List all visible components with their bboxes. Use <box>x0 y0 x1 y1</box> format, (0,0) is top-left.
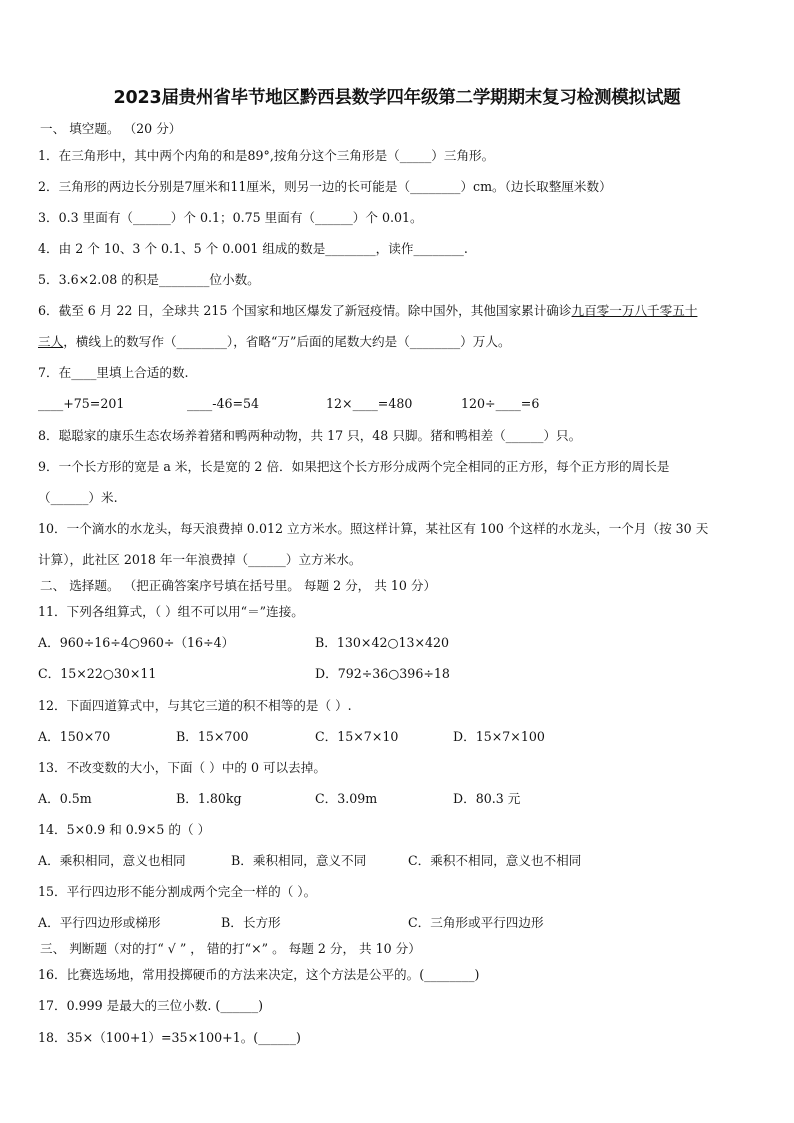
question-17: 17．0.999 是最大的三位小数. (______) <box>38 998 264 1013</box>
question-6-underlined-number: 九百零一万八千零五十 <box>571 303 698 318</box>
question-14-option-c: C．乘积不相同，意义也不相同 <box>408 853 582 868</box>
question-13-option-c: C．3.09m <box>315 791 378 806</box>
page-title: 2023届贵州省毕节地区黔西县数学四年级第二学期期末复习检测模拟试题 <box>113 88 681 108</box>
question-9-line-2: （______）米. <box>38 490 118 505</box>
question-6-line-1 <box>38 303 697 319</box>
question-10-line-1: 10．一个滴水的水龙头，每天浪费掉 0.012 立方米水。照这样计算，某社区有 100 个这样的水龙头，一个月（按 30 天 <box>38 521 709 536</box>
question-7-item-4: 120÷____=6 <box>461 396 540 411</box>
question-10-line-2: 计算），此社区 2018 年一年浪费掉（______）立方米水。 <box>38 552 362 567</box>
question-14-option-a: A．乘积相同，意义也相同 <box>38 853 186 868</box>
section-true-false-heading: 三、 判断题（对的打“ √ ” ， 错的打“×” 。 每题 2 分， 共 10 分） <box>40 941 421 956</box>
question-7-item-3: 12×____=480 <box>326 396 413 411</box>
section-multiple-choice-heading: 二、 选择题。 （把正确答案序号填在括号里。 每题 2 分， 共 10 分） <box>40 578 437 593</box>
question-15-option-c: C．三角形或平行四边形 <box>408 915 544 930</box>
question-1: 1．在三角形中，其中两个内角的和是89°,按角分这个三角形是（_____）三角形。 <box>38 148 495 163</box>
question-6-text-end: ，横线上的数写作（________），省略“万”后面的尾数大约是（________）万人。 <box>63 334 511 349</box>
question-2: 2．三角形的两边长分别是7厘米和11厘米，则另一边的长可能是（________）cm。（边长取整厘米数） <box>38 179 612 194</box>
question-6-line-2 <box>38 334 511 350</box>
question-16: 16．比赛选场地，常用投掷硬币的方法来决定，这个方法是公平的。(________) <box>38 967 480 982</box>
question-12-option-a: A．150×70 <box>38 729 111 744</box>
question-18: 18．35×（100+1）=35×100+1。(______) <box>38 1030 301 1045</box>
question-13-option-b: B．1.80kg <box>176 791 242 806</box>
question-3: 3．0.3 里面有（______）个 0.1；0.75 里面有（______）个 0.01。 <box>38 210 423 225</box>
question-11-option-b: B．130×42○13×420 <box>315 635 450 650</box>
question-4: 4．由 2 个 10、3 个 0.1、5 个 0.001 组成的数是________，读作________. <box>38 241 468 256</box>
section-fill-blank-heading: 一、 填空题。 （20 分） <box>40 121 182 136</box>
question-11-stem: 11．下列各组算式，（ ）组不可以用“＝”连接。 <box>38 604 304 619</box>
question-15-option-b: B．长方形 <box>221 915 281 930</box>
question-13-option-d: D．80.3 元 <box>453 791 521 806</box>
question-6-text: 6．截至 6 月 22 日，全球共 215 个国家和地区爆发了新冠疫情。除中国外，其他国家累计确诊 <box>38 303 572 318</box>
question-15-stem: 15．平行四边形不能分割成两个完全一样的（ ）。 <box>38 884 317 899</box>
question-7-stem: 7．在____里填上合适的数. <box>38 365 189 380</box>
question-14-option-b: B．乘积相同，意义不同 <box>231 853 367 868</box>
question-12-option-b: B．15×700 <box>176 729 249 744</box>
question-6-underlined-number-end: 三人 <box>38 334 64 349</box>
question-8: 8．聪聪家的康乐生态农场养着猪和鸭两种动物，共 17 只，48 只脚。猪和鸭相差（______）只。 <box>38 428 582 443</box>
question-11-option-d: D．792÷36○396÷18 <box>315 666 450 681</box>
question-9-line-1: 9．一个长方形的宽是 a 米，长是宽的 2 倍．如果把这个长方形分成两个完全相同的正方形，每个正方形的周长是 <box>38 459 670 474</box>
question-11-option-c: C．15×22○30×11 <box>38 666 157 681</box>
question-12-stem: 12．下面四道算式中，与其它三道的积不相等的是（ ）. <box>38 698 352 713</box>
question-11-option-a: A．960÷16÷4○960÷（16÷4） <box>38 635 235 650</box>
question-7-item-2: ____-46=54 <box>187 396 260 411</box>
question-13-stem: 13．不改变数的大小，下面（ ）中的 0 可以去掉。 <box>38 760 326 775</box>
question-14-stem: 14．5×0.9 和 0.9×5 的（ ） <box>38 822 211 837</box>
question-13-option-a: A．0.5m <box>38 791 92 806</box>
question-7-item-1: ____+75=201 <box>38 396 125 411</box>
question-12-option-d: D．15×7×100 <box>453 729 545 744</box>
question-12-option-c: C．15×7×10 <box>315 729 399 744</box>
question-15-option-a: A．平行四边形或梯形 <box>38 915 161 930</box>
question-5: 5．3.6×2.08 的积是________位小数。 <box>38 272 260 287</box>
